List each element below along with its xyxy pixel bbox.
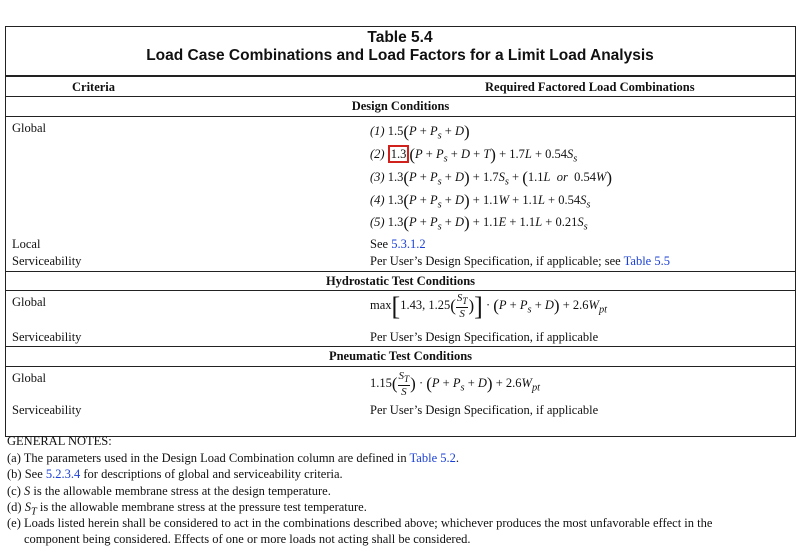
equation-2: (2) 1.3 $(P + P_s + D + T) + 1.7L + 0.54S_s$: [370, 145, 578, 165]
header-top-rule: [5, 75, 796, 77]
design-local-text: See 5.3.1.2: [370, 237, 426, 251]
equation-2-number: (2): [370, 147, 385, 161]
link-5-3-1-2[interactable]: 5.3.1.2: [391, 237, 426, 251]
link-table-5-2[interactable]: Table 5.2: [409, 451, 456, 465]
equation-1: (1) $1.5(P + P_s + D)$: [370, 122, 470, 142]
table-title: Load Case Combinations and Load Factors for a Limit Load Analysis: [146, 47, 654, 64]
highlighted-factor: 1.3: [388, 145, 410, 163]
equation-3-number: (3): [370, 170, 385, 184]
note-b: (b) See 5.2.3.4 for descriptions of global and serviceability criteria.: [7, 467, 343, 481]
equation-4: (4) $1.3(P + P_s + D) + 1.1W + 1.1L + 0.54S_s$: [370, 191, 591, 211]
link-5-2-3-4[interactable]: 5.2.3.4: [45, 467, 81, 481]
note-c: (c) S is the allowable membrane stress at the design temperature.: [7, 484, 331, 498]
pneu-serviceability-label: Serviceability: [12, 403, 82, 417]
hydro-top-rule: [5, 271, 796, 272]
design-local-label: Local: [12, 237, 41, 251]
note-d: (d) $S_T$ is the allowable membrane stress at the pressure test temperature.: [7, 500, 367, 518]
hydro-serviceability-label: Serviceability: [12, 330, 82, 344]
column-header-criteria: Criteria: [72, 80, 116, 94]
header-bottom-rule: [5, 96, 796, 97]
pneu-global-label: Global: [12, 371, 47, 385]
section-hydrostatic-conditions: Hydrostatic Test Conditions: [325, 274, 476, 288]
equation-1-number: (1): [370, 124, 385, 138]
general-notes-heading: GENERAL NOTES:: [7, 434, 112, 448]
pneu-top-rule: [5, 346, 796, 347]
note-e-line-2: component being considered. Effects of one or more loads not acting shall be considered.: [24, 532, 471, 546]
note-a: (a) The parameters used in the Design Load Combination column are defined in Table 5.2.: [7, 451, 460, 465]
link-table-5-5[interactable]: Table 5.5: [623, 254, 670, 268]
design-global-label: Global: [12, 121, 47, 135]
design-serviceability-text: Per User’s Design Specification, if applicable; see Table 5.5: [370, 254, 670, 268]
hydro-global-label: Global: [12, 295, 47, 309]
hydro-rule: [5, 290, 796, 291]
equation-hydrostatic: max[1.43, 1.25( $\frac{S_T}{S}$ )] · $(P + P_s + D) + 2.6W_{pt}$: [370, 292, 608, 321]
design-serviceability-label: Serviceability: [12, 254, 82, 268]
section-design-conditions: Design Conditions: [351, 99, 450, 113]
pneu-serviceability-text: Per User’s Design Specification, if applicable: [370, 403, 599, 417]
equation-3: (3) $1.3(P + P_s + D) + 1.7S_s + (1.1L$ or 0.54W): [370, 168, 613, 188]
section-pneumatic-conditions: Pneumatic Test Conditions: [328, 349, 473, 363]
column-header-required: Required Factored Load Combinations: [485, 80, 695, 94]
note-e-line-1: (e) Loads listed herein shall be considered to act in the combinations described above; whichever produces the most unfavorable effect in the: [7, 516, 713, 530]
equation-5: (5) $1.3(P + P_s + D) + 1.1E + 1.1L + 0.21S_s$: [370, 213, 588, 233]
design-rule: [5, 116, 796, 117]
table-number: Table 5.4: [367, 29, 433, 46]
equation-4-number: (4): [370, 193, 385, 207]
hydro-serviceability-text: Per User’s Design Specification, if applicable: [370, 330, 599, 344]
pneu-rule: [5, 366, 796, 367]
equation-pneumatic: 1.15( $\frac{S_T}{S}$ ) · $(P + P_s + D) + 2.6W_{pt}$: [370, 370, 541, 399]
equation-5-number: (5): [370, 215, 385, 229]
